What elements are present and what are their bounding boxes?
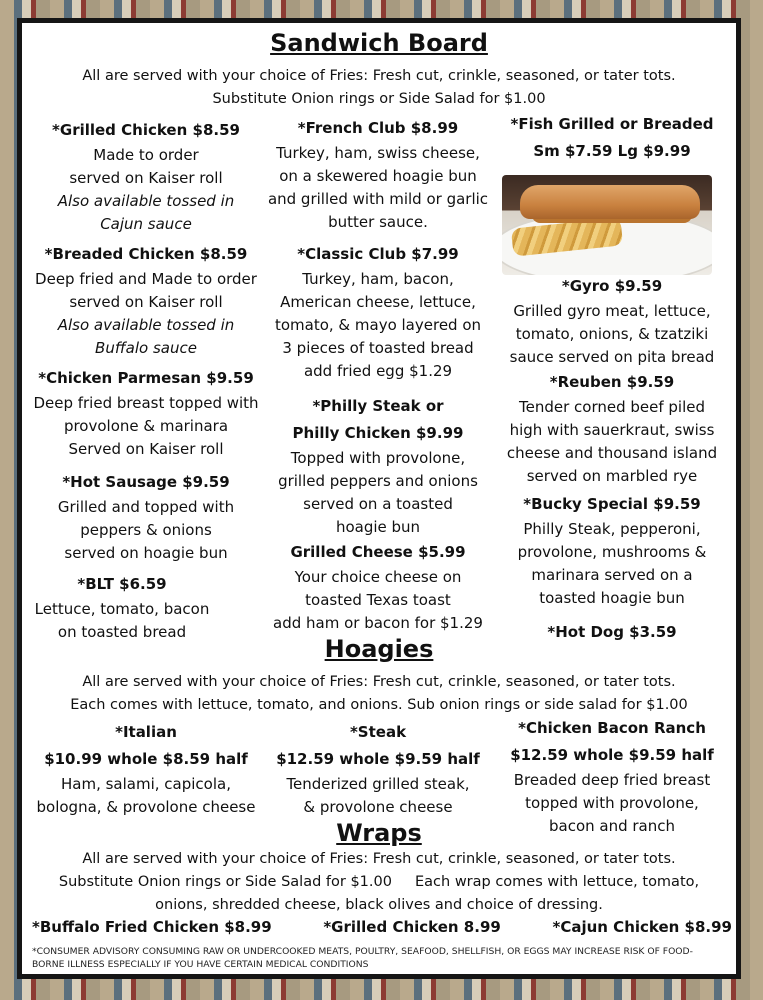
item-steak (258, 719, 498, 819)
section-title-hoagies: Hoagies (324, 635, 434, 663)
item-desc-line: Also available tossed in (57, 192, 235, 210)
item-desc-line: Lettuce, tomato, bacon (34, 600, 210, 618)
item-desc-line: sauce served on pita bread (509, 348, 715, 366)
item-desc-line: cheese and thousand island (506, 444, 718, 462)
item-grilled-chicken (28, 117, 264, 236)
item-desc-line: toasted Texas toast (305, 591, 451, 609)
item-title: *Fish Grilled or Breaded (510, 115, 714, 133)
item-desc-line: provolone & marinara (63, 417, 229, 435)
advisory-line-1: *CONSUMER ADVISORY CONSUMING RAW OR UNDERCOOKED MEATS, POULTRY, SEAFOOD, SHELLFISH, OR EGGS MAY INCREASE RISK OF FOOD- (32, 946, 693, 957)
item-desc-line: peppers & onions (80, 521, 212, 539)
item-cajun-chicken: *Cajun Chicken $8.99 (552, 918, 732, 936)
item-desc-line: Also available tossed in (57, 316, 235, 334)
wraps-items-row (32, 914, 732, 941)
item-desc-line: served on a toasted (303, 495, 453, 513)
item-title: Sm $7.59 Lg $9.99 (533, 142, 691, 160)
item-desc-line: Served on Kaiser roll (68, 440, 224, 458)
sandwich-intro-line-2: Substitute Onion rings or Side Salad for $1.00 (212, 91, 546, 107)
item-desc-line: on toasted bread (57, 623, 187, 641)
wraps-intro-line-3: onions, shredded cheese, black olives and choice of dressing. (155, 897, 603, 913)
item-desc-line: 3 pieces of toasted bread (282, 339, 474, 357)
item-desc-line: Ham, salami, capicola, (61, 775, 231, 793)
item-title: *Classic Club $7.99 (297, 245, 459, 263)
item-title: *Bucky Special $9.59 (523, 495, 701, 513)
item-buffalo-fried-chicken: *Buffalo Fried Chicken $8.99 (32, 918, 272, 936)
item-title: *Gyro $9.59 (561, 277, 663, 295)
item-desc-line: tomato, & mayo layered on (274, 316, 482, 334)
item-desc-line: topped with provolone, (525, 794, 699, 812)
item-chicken-parmesan (26, 365, 266, 461)
item-italian (26, 719, 266, 819)
item-desc-line: bacon and ranch (548, 817, 676, 835)
item-desc-line: provolone, mushrooms & (517, 543, 707, 561)
sandwich-intro-line-1: All are served with your choice of Fries: Fresh cut, crinkle, seasoned, or tater tots. (82, 68, 676, 84)
item-desc-line: Turkey, ham, bacon, (302, 270, 454, 288)
item-desc-line: Deep fried breast topped with (33, 394, 259, 412)
item-desc-line: add fried egg $1.29 (303, 362, 453, 380)
item-desc-line: grilled peppers and onions (278, 472, 478, 490)
item-desc-line: tomato, onions, & tzatziki (515, 325, 709, 343)
item-title: *Philly Steak or (312, 397, 444, 415)
item-title: *Italian (115, 723, 177, 741)
item-desc-line: Tender corned beef piled (518, 398, 706, 416)
item-reuben (484, 369, 740, 488)
hoagie-bun-shape (520, 185, 700, 219)
wraps-intro (22, 848, 736, 917)
item-desc-line: Topped with provolone, (290, 449, 466, 467)
sandwich-intro (22, 65, 736, 111)
advisory-line-2: BORNE ILLNESS ESPECIALLY IF YOU HAVE CERTAIN MEDICAL CONDITIONS (32, 959, 369, 970)
item-title: *Hot Dog $3.59 (547, 623, 677, 641)
item-desc-line: American cheese, lettuce, (280, 293, 476, 311)
fish-sandwich-photo (502, 175, 712, 275)
item-fish (492, 111, 732, 165)
hoagies-intro (22, 671, 736, 717)
item-desc-line: served on Kaiser roll (69, 169, 223, 187)
hoagies-intro-line-2: Each comes with lettuce, tomato, and onions. Sub onion rings or side salad for $1.00 (70, 697, 688, 713)
item-desc-line: Grilled and topped with (57, 498, 235, 516)
item-desc-line: hoagie bun (335, 518, 421, 536)
item-title: *BLT $6.59 (77, 575, 167, 593)
item-title: *French Club $8.99 (297, 119, 459, 137)
item-desc-line: Breaded deep fried breast (513, 771, 711, 789)
item-desc-line: toasted hoagie bun (539, 589, 685, 607)
item-hot-sausage (28, 469, 264, 565)
item-title: *Reuben $9.59 (549, 373, 675, 391)
item-desc-line: high with sauerkraut, swiss (509, 421, 715, 439)
item-title: *Steak (349, 723, 407, 741)
item-grilled-cheese (258, 539, 498, 635)
item-desc-line: served on marbled rye (526, 467, 698, 485)
item-title: *Hot Sausage $9.59 (62, 473, 230, 491)
item-desc-line: add ham or bacon for $1.29 (273, 614, 483, 632)
item-title: Grilled Cheese $5.99 (290, 543, 466, 561)
item-desc-line: butter sauce. (328, 213, 428, 231)
item-bucky-special (492, 491, 732, 610)
consumer-advisory (32, 945, 732, 971)
item-title: $12.59 whole $9.59 half (510, 746, 714, 764)
item-desc-line: bologna, & provolone cheese (36, 798, 256, 816)
section-title-wraps: Wraps (336, 819, 422, 847)
item-title: Philly Chicken $9.99 (292, 424, 464, 442)
item-desc-line: served on Kaiser roll (69, 293, 223, 311)
item-gyro (492, 273, 732, 369)
section-title-sandwich-board: Sandwich Board (270, 29, 488, 57)
item-desc-line: Cajun sauce (100, 215, 192, 233)
wraps-intro-line-2: Substitute Onion rings or Side Salad for $1.00 Each wrap comes with lettuce, tomato, (58, 874, 700, 890)
wraps-intro-line-1: All are served with your choice of Fries: Fresh cut, crinkle, seasoned, or tater tots. (82, 851, 676, 867)
item-desc-line: Tenderized grilled steak, (286, 775, 470, 793)
item-title: *Breaded Chicken $8.59 (44, 245, 248, 263)
item-desc-line: Buffalo sauce (95, 339, 197, 357)
item-desc-line: marinara served on a (531, 566, 693, 584)
item-classic-club (258, 241, 498, 383)
item-french-club (258, 115, 498, 234)
item-title: $10.99 whole $8.59 half (44, 750, 248, 768)
item-desc-line: on a skewered hoagie bun (279, 167, 477, 185)
item-title: *Chicken Bacon Ranch (518, 719, 706, 737)
item-philly (258, 393, 498, 539)
item-title: *Grilled Chicken $8.59 (52, 121, 240, 139)
item-breaded-chicken (28, 241, 264, 360)
item-desc-line: Deep fried and Made to order (35, 270, 257, 288)
item-desc-line: Made to order (93, 146, 199, 164)
item-title: $12.59 whole $9.59 half (276, 750, 480, 768)
item-desc-line: Philly Steak, pepperoni, (523, 520, 701, 538)
item-title: *Chicken Parmesan $9.59 (38, 369, 254, 387)
item-desc-line: Grilled gyro meat, lettuce, (513, 302, 711, 320)
item-desc-line: & provolone cheese (303, 798, 453, 816)
item-desc-line: Your choice cheese on (294, 568, 462, 586)
item-desc-line: served on hoagie bun (64, 544, 228, 562)
item-blt (22, 571, 222, 644)
hoagies-intro-line-1: All are served with your choice of Fries: Fresh cut, crinkle, seasoned, or tater tots. (82, 674, 676, 690)
item-desc-line: and grilled with mild or garlic (267, 190, 489, 208)
menu-page (17, 18, 741, 979)
item-grilled-chicken-wrap: *Grilled Chicken 8.99 (323, 918, 501, 936)
item-desc-line: Turkey, ham, swiss cheese, (276, 144, 480, 162)
